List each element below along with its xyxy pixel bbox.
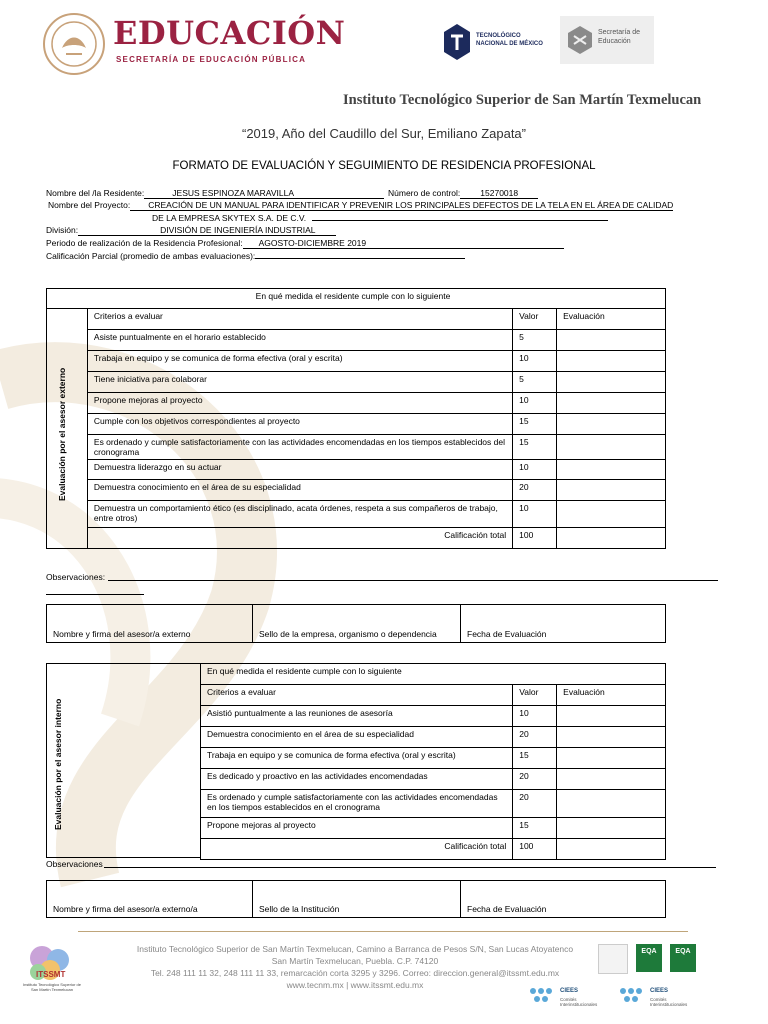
project-value-1: CREACIÓN DE UN MANUAL PARA IDENTIFICAR Y PREVENIR LOS PRINCIPALES DEFECTOS DE LA TELA EN EL ÁREA DE CALIDAD (130, 200, 673, 211)
internal-criterion: Asistió puntualmente a las reuniones de asesoría (201, 706, 513, 727)
external-col-value: Valor (513, 309, 557, 330)
partial-label: Calificación Parcial (promedio de ambas evaluaciones): (46, 251, 256, 261)
ciees-dots-icon (528, 986, 558, 1006)
external-value: 10 (513, 393, 557, 414)
internal-row (201, 790, 666, 818)
internal-evaluation-cell[interactable] (557, 748, 666, 769)
footer-divider (78, 931, 688, 932)
division-field (46, 225, 336, 236)
external-evaluation-cell[interactable] (557, 460, 666, 480)
resident-label: Nombre del /la Residente: (46, 188, 145, 198)
external-criterion: Demuestra liderazgo en su actuar (87, 460, 512, 480)
period-label: Periodo de realización de la Residencia Profesional: (46, 238, 243, 248)
project-value-2: DE LA EMPRESA SKYTEX S.A. DE C.V. (152, 213, 307, 223)
tecnm-logo-icon (442, 22, 472, 62)
external-value: 10 (513, 501, 557, 528)
external-observations (46, 572, 105, 582)
external-value: 20 (513, 480, 557, 501)
footer-address (90, 943, 620, 991)
itssmt-logo-text: ITSSMT (36, 970, 66, 979)
internal-total-evaluation-cell[interactable] (557, 839, 666, 860)
internal-signature-seal: Sello de la Institución (253, 881, 461, 918)
external-criterion: Trabaja en equipo y se comunica de forma efectiva (oral y escrita) (87, 351, 512, 372)
external-observations-line-1 (108, 580, 718, 581)
ciees-caption-2: Comités Interinstitucionales (650, 997, 688, 1007)
external-criterion: Asiste puntualmente en el horario establecido (87, 330, 512, 351)
internal-value: 20 (513, 790, 557, 818)
external-value: 10 (513, 460, 557, 480)
external-evaluation-cell[interactable] (557, 414, 666, 435)
external-signature-date: Fecha de Evaluación (461, 605, 666, 643)
external-total-evaluation-cell[interactable] (557, 528, 666, 549)
external-row (47, 480, 666, 501)
ciees-label-1: CIEES (560, 988, 579, 994)
external-value: 5 (513, 330, 557, 351)
internal-row (201, 818, 666, 839)
internal-total-row (201, 839, 666, 860)
institute-name: Instituto Tecnológico Superior de San Martín Texmelucan (343, 92, 702, 108)
secretaria-logo-icon (566, 24, 594, 56)
external-signature-seal: Sello de la empresa, organismo o dependencia (253, 605, 461, 643)
internal-row (201, 706, 666, 727)
internal-criterion: Propone mejoras al proyecto (201, 818, 513, 839)
external-row (47, 460, 666, 480)
external-col-criteria: Criterios a evaluar (87, 309, 512, 330)
internal-evaluation-cell[interactable] (557, 790, 666, 818)
internal-row (201, 769, 666, 790)
period-field (46, 238, 564, 249)
internal-observations-line (104, 867, 716, 868)
project-underline (312, 220, 608, 221)
ciees-logo-2 (618, 986, 704, 1006)
ciees-dots-icon (618, 986, 648, 1006)
eqa-badge-2: EQA (670, 944, 696, 972)
external-col-evaluation: Evaluación (557, 309, 666, 330)
external-row (47, 330, 666, 351)
education-title: EDUCACIÓN (113, 14, 346, 52)
internal-observations-label: Observaciones (46, 859, 103, 869)
external-row (47, 393, 666, 414)
internal-criterion: Es dedicado y proactivo en las actividades encomendadas (201, 769, 513, 790)
internal-vertical-box (46, 663, 201, 858)
external-evaluation-cell[interactable] (557, 501, 666, 528)
footer-line-2: San Martín Texmelucan, Puebla. C.P. 74120 (271, 956, 439, 966)
project-label: Nombre del Proyecto: (48, 200, 131, 210)
footer-line-3: Tel. 248 111 11 32, 248 111 11 33, remarcación corta 3295 y 3296. Correo: direccion.general@itssmt.edu.mx (150, 968, 560, 978)
internal-evaluation-table (200, 663, 666, 860)
internal-evaluation-cell[interactable] (557, 818, 666, 839)
external-value: 10 (513, 351, 557, 372)
external-value: 15 (513, 435, 557, 460)
external-signature-table (46, 604, 666, 643)
external-evaluation-cell[interactable] (557, 351, 666, 372)
resident-field (46, 188, 538, 199)
external-evaluation-table (46, 288, 666, 549)
external-evaluation-cell[interactable] (557, 330, 666, 351)
resident-value: JESUS ESPINOZA MARAVILLA (144, 188, 384, 199)
internal-total-label: Calificación total (201, 839, 513, 860)
internal-evaluation-cell[interactable] (557, 769, 666, 790)
ciees-caption-1: Comités Interinstitucionales (560, 997, 598, 1007)
internal-value: 15 (513, 818, 557, 839)
external-row (47, 414, 666, 435)
external-evaluation-cell[interactable] (557, 372, 666, 393)
external-row (47, 372, 666, 393)
internal-value: 15 (513, 748, 557, 769)
secretaria-text: Secretaría de Educación (598, 29, 641, 45)
itssmt-logo-caption: Instituto Tecnológico Superior de San Martín Texmelucan (23, 982, 81, 992)
internal-criterion: Trabaja en equipo y se comunica de forma efectiva (oral y escrita) (201, 748, 513, 769)
internal-criterion: Demuestra conocimiento en el área de su especialidad (201, 727, 513, 748)
internal-evaluation-cell[interactable] (557, 727, 666, 748)
external-vertical-label: Evaluación por el asesor externo (57, 367, 67, 501)
external-row (47, 351, 666, 372)
mexico-seal-icon (42, 12, 106, 76)
external-value: 15 (513, 414, 557, 435)
external-evaluation-cell[interactable] (557, 480, 666, 501)
eqa-badge-1: EQA (636, 944, 662, 972)
external-signature-name: Nombre y firma del asesor/a externo (47, 605, 253, 643)
control-value: 15270018 (460, 188, 538, 199)
external-total-label: Calificación total (87, 528, 512, 549)
internal-table-header: En qué medida el residente cumple con lo siguiente (201, 664, 666, 685)
form-title: FORMATO DE EVALUACIÓN Y SEGUIMIENTO DE RESIDENCIA PROFESIONAL (172, 160, 596, 172)
footer-line-4: www.tecnm.mx | www.itssmt.edu.mx (286, 980, 424, 990)
period-value: AGOSTO-DICIEMBRE 2019 (243, 238, 565, 249)
external-criterion: Demuestra conocimiento en el área de su especialidad (87, 480, 512, 501)
internal-observations (46, 859, 103, 869)
external-criterion: Es ordenado y cumple satisfactoriamente con las actividades encomendadas en los tiempos establecidos del cronograma (87, 435, 512, 460)
internal-signature-name: Nombre y firma del asesor/a externo/a (47, 881, 253, 918)
internal-signature-table (46, 880, 666, 918)
ciees-label-2: CIEES (650, 988, 669, 994)
external-evaluation-cell[interactable] (557, 435, 666, 460)
footer-line-1: Instituto Tecnológico Superior de San Martín Texmelucan, Camino a Barranca de Pesos S/N, San Lucas Atoyatenco (136, 944, 574, 954)
tecnm-text: TECNOLÓGICO NACIONAL DE MÉXICO (476, 33, 543, 47)
internal-row (201, 727, 666, 748)
external-total-row (47, 528, 666, 549)
internal-col-criteria: Criterios a evaluar (201, 685, 513, 706)
internal-vertical-label: Evaluación por el asesor interno (53, 698, 63, 830)
external-table-header: En qué medida el residente cumple con lo siguiente (47, 289, 666, 309)
external-criterion: Demuestra un comportamiento ético (es disciplinado, acata órdenes, respeta a sus compañeros de trabajo, entre otros) (87, 501, 512, 528)
external-evaluation-cell[interactable] (557, 393, 666, 414)
external-criterion: Tiene iniciativa para colaborar (87, 372, 512, 393)
internal-total-value: 100 (513, 839, 557, 860)
division-value: DIVISIÓN DE INGENIERÍA INDUSTRIAL (78, 225, 335, 236)
control-label: Número de control: (388, 188, 461, 198)
internal-row (201, 748, 666, 769)
external-total-value: 100 (513, 528, 557, 549)
project-field-line2 (152, 213, 608, 223)
external-row (47, 435, 666, 460)
slogan: “2019, Año del Caudillo del Sur, Emiliano Zapata” (241, 126, 526, 141)
partial-underline (255, 258, 465, 259)
external-row (47, 501, 666, 528)
internal-value: 10 (513, 706, 557, 727)
internal-signature-date: Fecha de Evaluación (461, 881, 666, 918)
external-criterion: Propone mejoras al proyecto (87, 393, 512, 414)
education-subtitle: SECRETARÍA DE EDUCACIÓN PÚBLICA (116, 55, 307, 64)
external-criterion: Cumple con los objetivos correspondientes al proyecto (87, 414, 512, 435)
external-vertical-cell (47, 309, 88, 549)
external-observations-label: Observaciones: (46, 572, 106, 582)
certification-logo-icon (598, 944, 628, 974)
external-observations-line-2 (46, 594, 144, 595)
internal-col-evaluation: Evaluación (557, 685, 666, 706)
internal-value: 20 (513, 727, 557, 748)
internal-col-value: Valor (513, 685, 557, 706)
external-value: 5 (513, 372, 557, 393)
internal-value: 20 (513, 769, 557, 790)
division-label: División: (46, 225, 79, 235)
internal-criterion: Es ordenado y cumple satisfactoriamente con las actividades encomendadas en los tiempos establecidos en el cronograma (201, 790, 513, 818)
partial-field (46, 251, 465, 261)
ciees-logo-1 (528, 986, 614, 1006)
project-field (48, 200, 673, 211)
internal-evaluation-cell[interactable] (557, 706, 666, 727)
